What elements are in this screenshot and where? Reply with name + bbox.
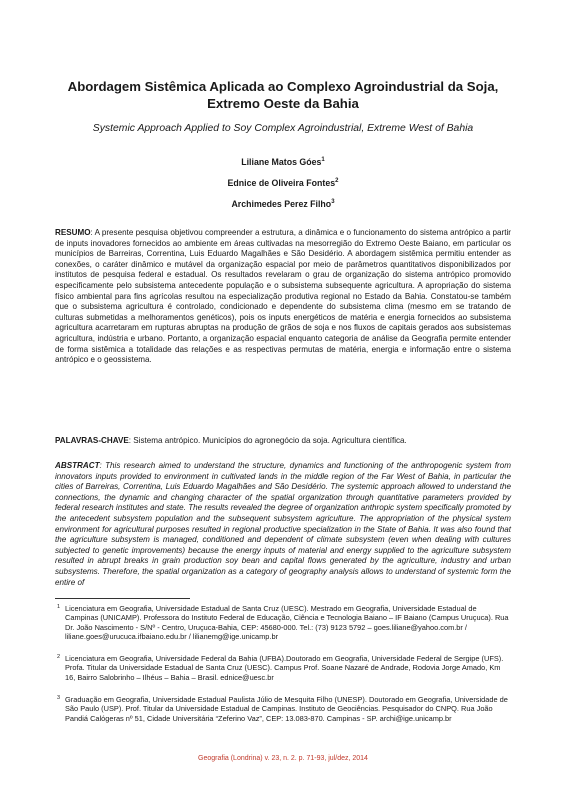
journal-footer: Geografia (Londrina) v. 23, n. 2. p. 71-93, jul/dez, 2014 — [198, 755, 368, 762]
palavras-chave-text: : Sistema antrópico. Municípios do agronegócio da soja. Agricultura científica. — [128, 436, 407, 445]
author-footnote-mark: 1 — [321, 157, 325, 163]
paper-subtitle: Systemic Approach Applied to Soy Complex Agroindustrial, Extreme West of Bahia — [92, 123, 474, 134]
palavras-chave-paragraph — [55, 436, 511, 447]
footnote-text: Licenciatura em Geografia, Universidade Federal da Bahia (UFBA).Doutorado em Geografia, Universidade Federal de Sergipe (UFS). Profa. Titular da Universidade Estadual de Santa Cruz (UESC). Campus Prof. Soane Nazaré de Andrade, Rodovia Jorge Amado, Km 16, Bairro Salobrinho – Ilhéus – Bahia – Brasil. ednice@uesc.br — [65, 654, 504, 682]
footnote-text: Graduação em Geografia, Universidade Estadual Paulista Júlio de Mesquita Filho (UNESP). Doutorado em Geografia, Universidade de São Paulo (USP). Prof. Titular da Universidade Estadual de Campinas. Instituto de Geociências. Pesquisador do CNPQ. Rua João Pandiá Calógeras nº 51, Cidade Universitária “Zeferino Vaz”, CEP: 13.083-870. Campinas - SP. archi@ige.unicamp.br — [65, 695, 508, 723]
footnote-mark: 2 — [57, 654, 61, 660]
footnote-divider — [55, 598, 190, 599]
author-name: Liliane Matos Góes — [241, 157, 322, 167]
footnote-mark: 3 — [57, 695, 61, 701]
paper-title: Abordagem Sistêmica Aplicada ao Complexo Agroindustrial da Soja, Extremo Oeste da Bahia — [67, 79, 499, 111]
author-name: Ednice de Oliveira Fontes — [227, 178, 336, 188]
author-2 — [0, 178, 566, 189]
footnote-text: Licenciatura em Geografia, Universidade Estadual de Santa Cruz (UESC). Mestrado em Geografia, Universidade Estadual de Campinas (UNICAMP). Professora do Instituto Federal de Educação, Ciência e Tecnologia Baiano – IF Baiano (Campus Uruçuca). Rua Dr. João Nascimento - S/Nº - Centro, Uruçuca-Bahia, CEP: 45680-000. Tel.: (73) 9123 5792 – goes.liliane@yahoo.com.br / liliane.goes@urucuca.ifbaiano.edu.br / lilianemg@ige.unicamp.br — [65, 604, 509, 642]
abstract-paragraph — [55, 461, 511, 588]
resumo-paragraph — [55, 228, 511, 366]
author-footnote-mark: 3 — [331, 199, 335, 205]
abstract-text: : This research aimed to understand the structure, dynamics and functioning of the anthropogenic system from innovators inputs provided to environment in cultivated lands in the middle region of the Far West of Bahia, in particular the cities of Barreiras, Correntina, Luis Eduardo Magalhães and São Desidério. The systemic approach allowed to understand the connections, the dynamic and changing character of the spatial organization through quantitative parameters provided by federal research institutes and state. The results revealed the degree of organization anthropic system specifically promoted by the antecedent subsystem population and the subsequent subsystem agriculture. The appropriation of the physical system environment for agricultural purposes resulted in regional productive specialization in the State of Bahia. It was also found that the agriculture subsystem is managed, conditioned and dependent of climate subsystem (even when dealing with cultures subjected to genetic improvements) because the energy inputs of material and energy supplied to the agriculture subsystem resulted in abrupt breaks in grain production soy bean and capital flows generated by the agriculture, industry and urban subsystems. Therefore, the spatial organization as a category of geography analysis allows to understand of systemic form the entire of — [55, 461, 511, 587]
author-footnote-mark: 2 — [335, 178, 339, 184]
author-3 — [0, 199, 566, 210]
footnote-2 — [57, 654, 511, 682]
resumo-text: : A presente pesquisa objetivou compreender a estrutura, a dinâmica e o funcionamento do sistema antrópico a partir de inputs inovadores fornecidos ao ambiente em áreas cultivadas na mesorregião do Extremo Oeste Baiano, em particular os municípios de Barreiras, Correntina, Luis Eduardo Magalhães e São Desidério. A abordagem sistêmica permitiu entender as conexões, o caráter dinâmico e mutável da organização espacial por meio de parâmetros quantitativos disponibilizados por institutos de pesquisa federal e estadual. Os resultados revelaram o grau de organização do sistema antrópico promovido especificamente pelo subsistema antecedente população e o subsistema subsequente agricultura. A apropriação do sistema físico ambiental para fins agrícolas resultou na especialização produtiva regional no Estado da Bahia. Constatou-se também que o subsistema agricultura é controlado, condicionado e dependente do subsistema clima (mesmo em se tratando de culturas submetidas a melhoramentos genéticos), pois os inputs energéticos de matéria e energia fornecidos ao subsistema agricultura acarretaram em rupturas abruptas na produção de grãos de soja e nos fluxos de capitais gerados aos subsistemas agricultura, indústria e urbano. Portanto, a organização espacial enquanto categoria de análise da Geografia permite entender de forma sistêmica a totalidade das relações e as respectivas permutas de matéria, energia e informação entre o sistema antrópico e o geossistema. — [55, 228, 511, 365]
resumo-label: RESUMO — [55, 228, 91, 237]
footnote-mark: 1 — [57, 604, 61, 610]
palavras-chave-label: PALAVRAS-CHAVE — [55, 436, 129, 445]
abstract-label: ABSTRACT — [55, 461, 100, 470]
footnote-3 — [57, 695, 511, 723]
footnote-1 — [57, 604, 511, 642]
author-name: Archimedes Perez Filho — [231, 199, 332, 209]
author-1 — [0, 157, 566, 168]
